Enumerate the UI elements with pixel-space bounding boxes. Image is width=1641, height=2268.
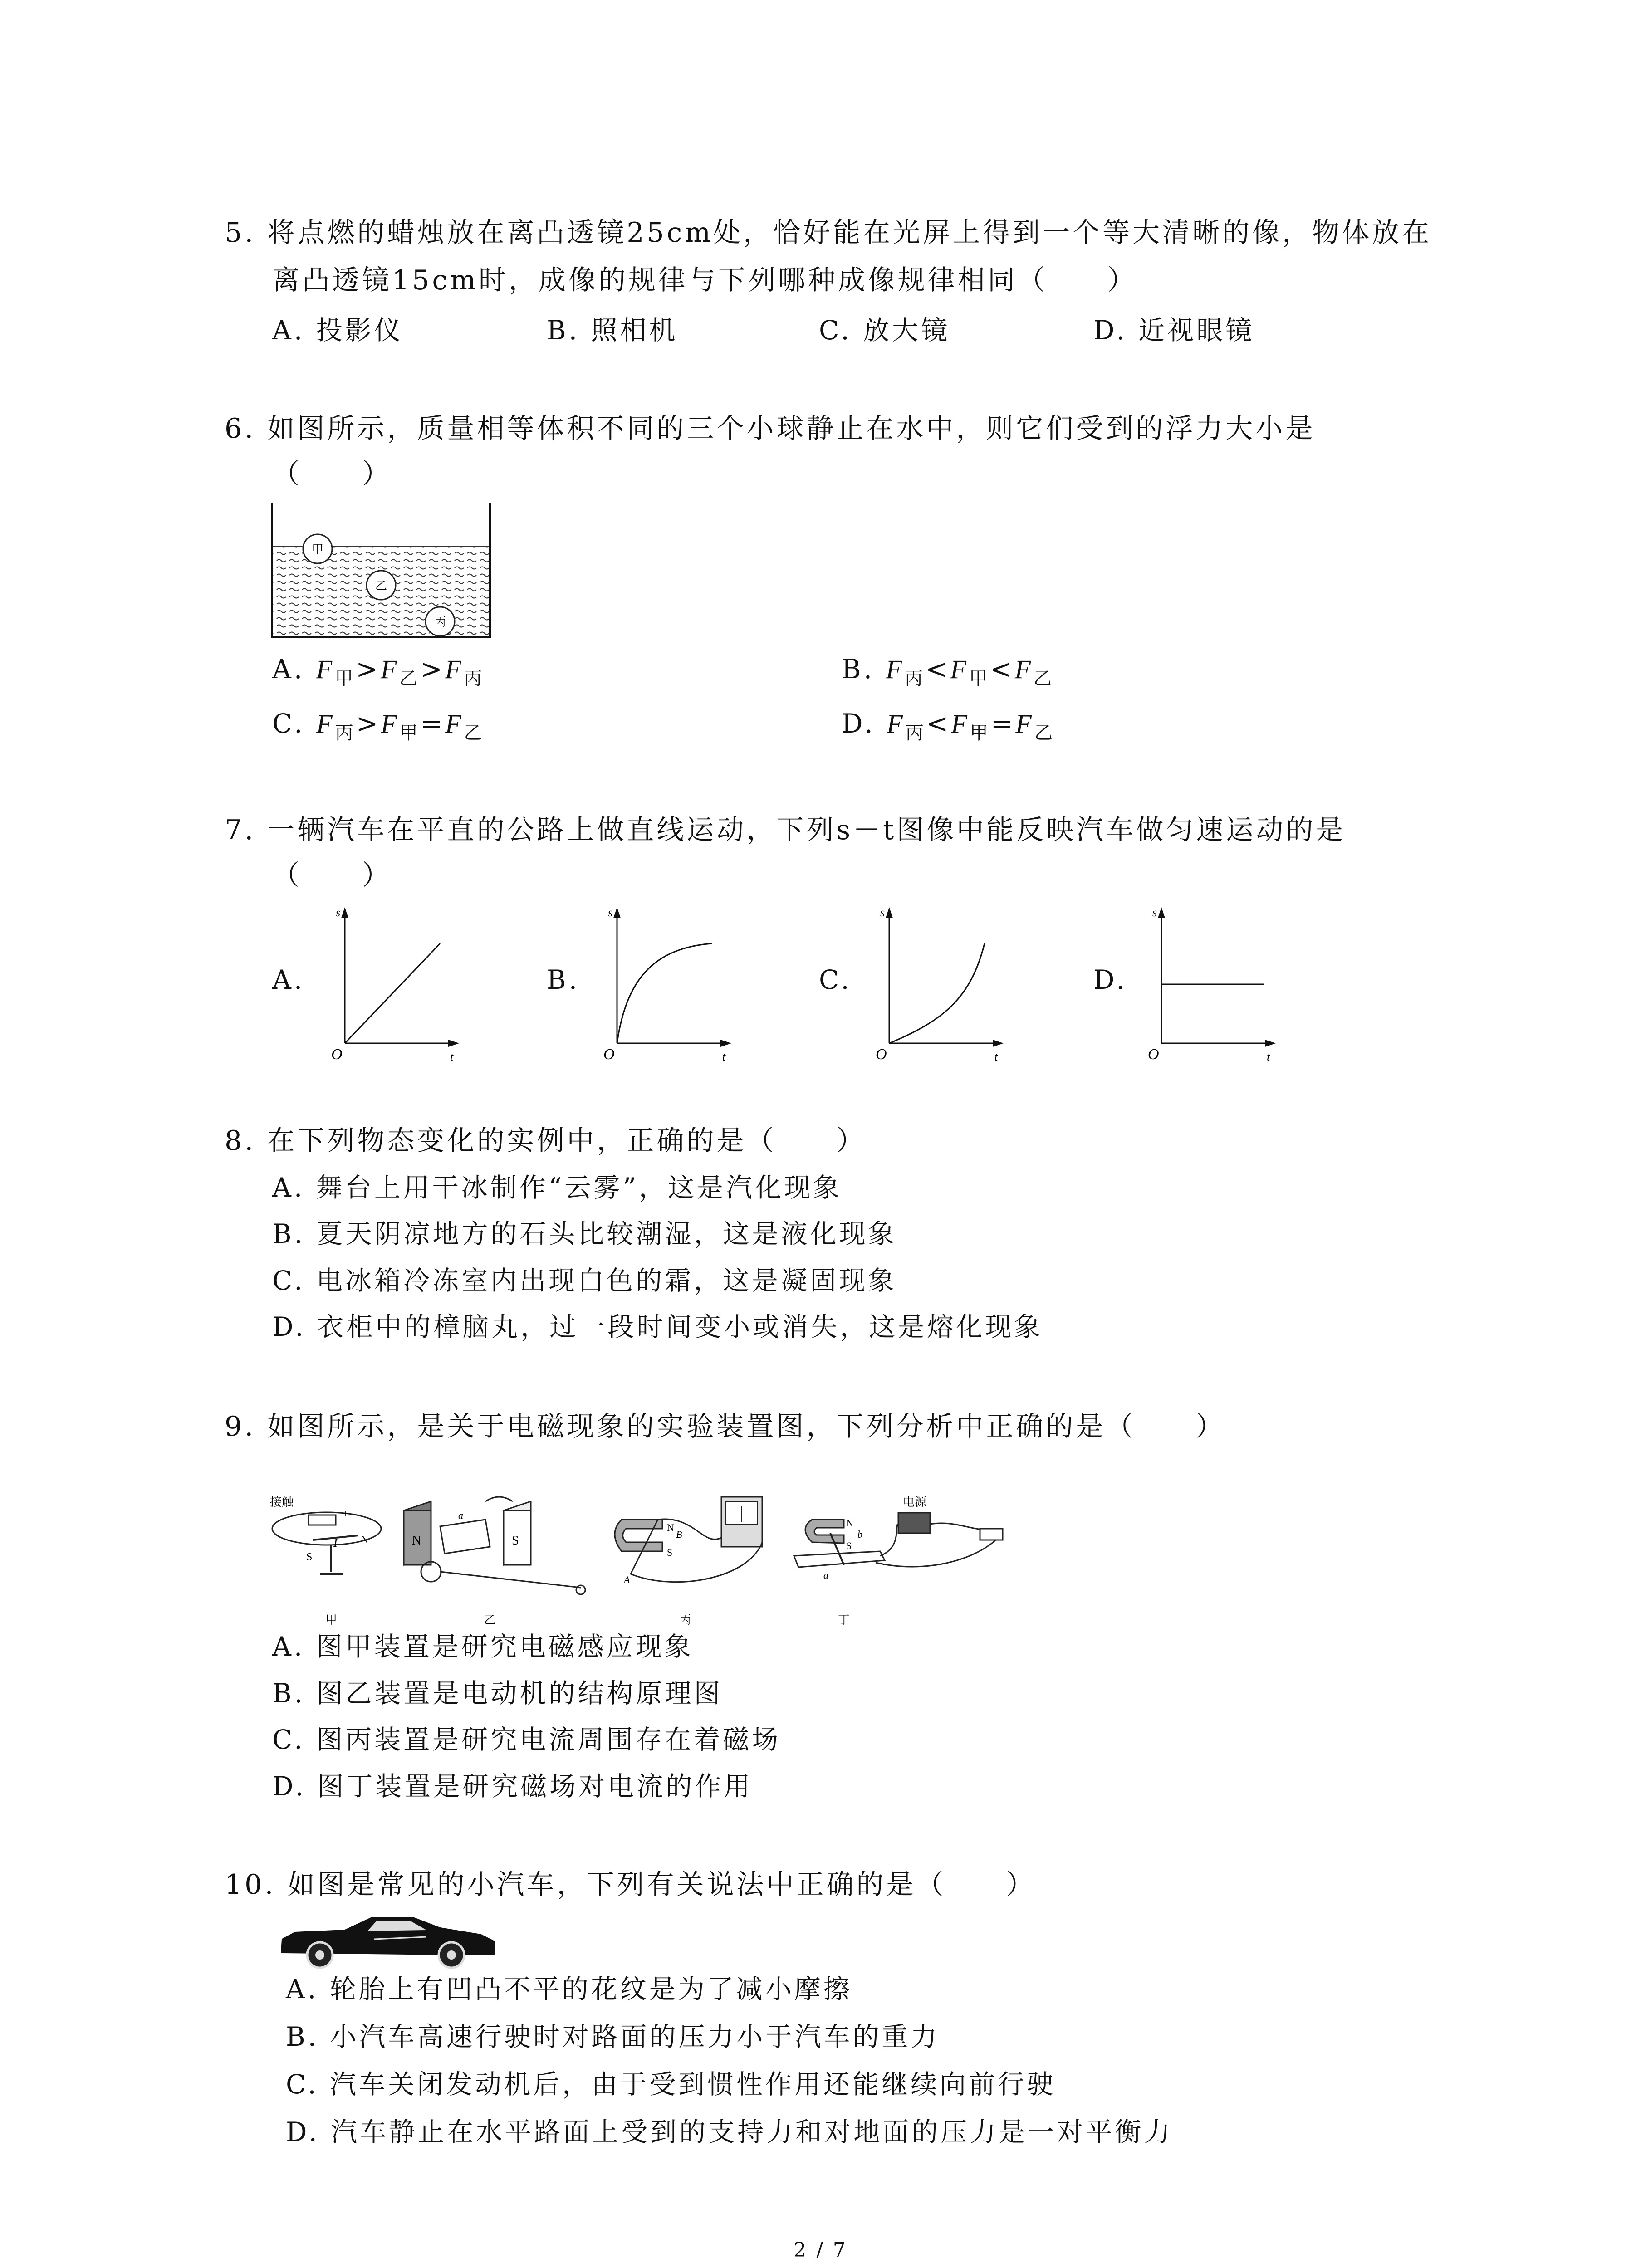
q8-option-c: C. 电冰箱冷冻室内出现白色的霜，这是凝固现象 bbox=[272, 1265, 897, 1296]
q10-option-d: D. 汽车静止在水平路面上受到的支持力和对地面的压力是一对平衡力 bbox=[286, 2116, 1173, 2147]
q7-graph-a-label: A. bbox=[272, 964, 305, 995]
q9-option-d: D. 图丁装置是研究磁场对电流的作用 bbox=[272, 1771, 753, 1802]
figure-ding-label: 丁 bbox=[838, 1613, 850, 1627]
b-label: b bbox=[857, 1529, 862, 1540]
var-f: F bbox=[887, 709, 906, 738]
axis-s-label: s bbox=[880, 906, 885, 919]
figure-bing bbox=[615, 1497, 762, 1585]
q9-electromagnetism-figures bbox=[268, 1492, 1012, 1628]
relation: > bbox=[356, 654, 381, 684]
q9-option-a: A. 图甲装置是研究电磁感应现象 bbox=[272, 1631, 694, 1662]
n-pole-label: N bbox=[667, 1522, 674, 1533]
axis-s-label: s bbox=[336, 906, 341, 919]
q7-graph-c-label: C. bbox=[819, 964, 852, 995]
var-f: F bbox=[1015, 709, 1034, 738]
ball-bing-label: 丙 bbox=[434, 616, 446, 629]
svg-text:+: + bbox=[343, 1508, 349, 1520]
origin-label: O bbox=[603, 1046, 615, 1063]
relation: < bbox=[989, 654, 1015, 684]
q7-stem-line2: （ ） bbox=[272, 860, 392, 891]
q8-stem: 8. 在下列物态变化的实例中，正确的是（ ） bbox=[225, 1125, 867, 1157]
origin-label: O bbox=[876, 1046, 887, 1063]
q8-option-d: D. 衣柜中的樟脑丸，过一段时间变小或消失，这是熔化现象 bbox=[272, 1311, 1043, 1342]
subscript: 乙 bbox=[1034, 723, 1055, 743]
n-pole-label: N bbox=[412, 1534, 421, 1548]
q6-stem-line2: （ ） bbox=[272, 458, 392, 490]
subscript: 丙 bbox=[904, 668, 926, 689]
q5-stem-line2: 离凸透镜15cm时，成像的规律与下列哪种成像规律相同（ ） bbox=[272, 264, 1137, 296]
relation: < bbox=[925, 654, 950, 684]
page-number: 2 / 7 bbox=[794, 2239, 847, 2262]
n-pole-label: N bbox=[361, 1534, 369, 1546]
var-f: F bbox=[886, 655, 905, 684]
var-f: F bbox=[381, 709, 400, 738]
var-f: F bbox=[951, 709, 970, 738]
q7-graph-d bbox=[1134, 898, 1284, 1070]
figure-ding bbox=[794, 1496, 1003, 1581]
q8-option-b: B. 夏天阴凉地方的石头比较潮湿，这是液化现象 bbox=[272, 1218, 897, 1249]
subscript: 丙 bbox=[335, 723, 356, 743]
axis-t-label: t bbox=[1267, 1050, 1270, 1063]
q5-option-b: B. 照相机 bbox=[547, 315, 678, 346]
figure-yi-label: 乙 bbox=[484, 1613, 496, 1627]
q6-option-a bbox=[272, 651, 485, 697]
s-pole-label: S bbox=[846, 1540, 852, 1551]
q9-option-c: C. 图丙装置是研究电流周围存在着磁场 bbox=[272, 1724, 781, 1755]
q6-option-d-prefix: D. bbox=[842, 708, 887, 739]
q7-stem-line1: 7. 一辆汽车在平直的公路上做直线运动，下列s－t图像中能反映汽车做匀速运动的是 bbox=[225, 814, 1346, 846]
q6-option-d bbox=[842, 705, 1055, 751]
q7-graph-c bbox=[862, 898, 1012, 1070]
axis-s-label: s bbox=[608, 906, 613, 919]
ball-jia-label: 甲 bbox=[311, 543, 324, 556]
relation: = bbox=[990, 708, 1016, 739]
s-pole-label: S bbox=[306, 1551, 313, 1563]
q7-graph-d-label: D. bbox=[1093, 964, 1127, 995]
q10-stem: 10. 如图是常见的小汽车，下列有关说法中正确的是（ ） bbox=[225, 1869, 1036, 1901]
q10-option-b: B. 小汽车高速行驶时对路面的压力小于汽车的重力 bbox=[286, 2021, 940, 2052]
current-label: I bbox=[333, 1536, 338, 1549]
s-pole-label: S bbox=[667, 1547, 673, 1558]
origin-label: O bbox=[1148, 1046, 1159, 1063]
axis-s-label: s bbox=[1152, 906, 1157, 919]
subscript: 丙 bbox=[905, 723, 926, 743]
a-label: a bbox=[823, 1569, 828, 1581]
subscript: 乙 bbox=[464, 723, 485, 743]
var-f: F bbox=[1014, 655, 1034, 684]
q6-water-container-figure bbox=[263, 499, 499, 649]
q6-option-c bbox=[272, 705, 485, 751]
relation: = bbox=[420, 708, 446, 739]
subscript: 甲 bbox=[399, 723, 421, 743]
q5-option-c: C. 放大镜 bbox=[819, 315, 950, 346]
ball-yi-label: 乙 bbox=[375, 579, 387, 592]
q8-option-a: A. 舞台上用干冰制作“云雾”，这是汽化现象 bbox=[272, 1172, 843, 1203]
power-label: 电源 bbox=[903, 1496, 927, 1509]
q10-option-c: C. 汽车关闭发动机后，由于受到惯性作用还能继续向前行驶 bbox=[286, 2069, 1056, 2100]
s-pole-label: S bbox=[512, 1534, 519, 1548]
var-f: F bbox=[316, 655, 335, 684]
q10-car-figure bbox=[277, 1912, 499, 1971]
q6-option-b-prefix: B. bbox=[842, 654, 886, 684]
q9-stem: 9. 如图所示，是关于电磁现象的实验装置图，下列分析中正确的是（ ） bbox=[225, 1411, 1226, 1442]
relation: > bbox=[420, 654, 445, 684]
origin-label: O bbox=[331, 1046, 343, 1063]
var-f: F bbox=[445, 655, 464, 684]
figure-jia bbox=[270, 1496, 381, 1574]
q6-option-a-prefix: A. bbox=[272, 654, 316, 684]
var-f: F bbox=[950, 655, 969, 684]
q5-option-d: D. 近视眼镜 bbox=[1093, 315, 1255, 346]
axis-t-label: t bbox=[450, 1050, 454, 1063]
var-f: F bbox=[316, 709, 335, 738]
n-pole-label: N bbox=[846, 1517, 853, 1529]
contact-label: 接触 bbox=[270, 1496, 294, 1509]
q10-option-a: A. 轮胎上有凹凸不平的花纹是为了减小摩擦 bbox=[286, 1974, 852, 2004]
a-point-label: A bbox=[624, 1574, 630, 1585]
q5-stem-line1: 5. 将点燃的蜡烛放在离凸透镜25cm处，恰好能在光屏上得到一个等大清晰的像，物体放在 bbox=[225, 217, 1432, 249]
figure-bing-label: 丙 bbox=[679, 1613, 691, 1627]
relation: < bbox=[926, 708, 951, 739]
axis-t-label: t bbox=[994, 1050, 998, 1063]
relation: > bbox=[356, 708, 381, 739]
var-f: F bbox=[380, 655, 400, 684]
figure-yi bbox=[404, 1497, 585, 1594]
q6-option-c-prefix: C. bbox=[272, 708, 317, 739]
q6-option-b bbox=[842, 651, 1054, 697]
subscript: 丙 bbox=[464, 668, 485, 689]
figure-jia-label: 甲 bbox=[325, 1613, 338, 1627]
subscript: 甲 bbox=[335, 668, 356, 689]
axis-t-label: t bbox=[722, 1050, 726, 1063]
q5-option-a: A. 投影仪 bbox=[272, 315, 403, 346]
b-label: B bbox=[676, 1529, 682, 1540]
var-f: F bbox=[445, 709, 464, 738]
subscript: 甲 bbox=[970, 723, 991, 743]
a-label: a bbox=[458, 1510, 463, 1521]
subscript: 乙 bbox=[399, 668, 421, 689]
q7-graph-b bbox=[590, 898, 740, 1070]
q7-graph-b-label: B. bbox=[547, 964, 580, 995]
q6-stem-line1: 6. 如图所示，质量相等体积不同的三个小球静止在水中，则它们受到的浮力大小是 bbox=[225, 413, 1316, 445]
subscript: 甲 bbox=[969, 668, 990, 689]
q9-option-b: B. 图乙装置是电动机的结构原理图 bbox=[272, 1678, 723, 1709]
subscript: 乙 bbox=[1034, 668, 1055, 689]
q7-graph-a bbox=[318, 898, 467, 1070]
